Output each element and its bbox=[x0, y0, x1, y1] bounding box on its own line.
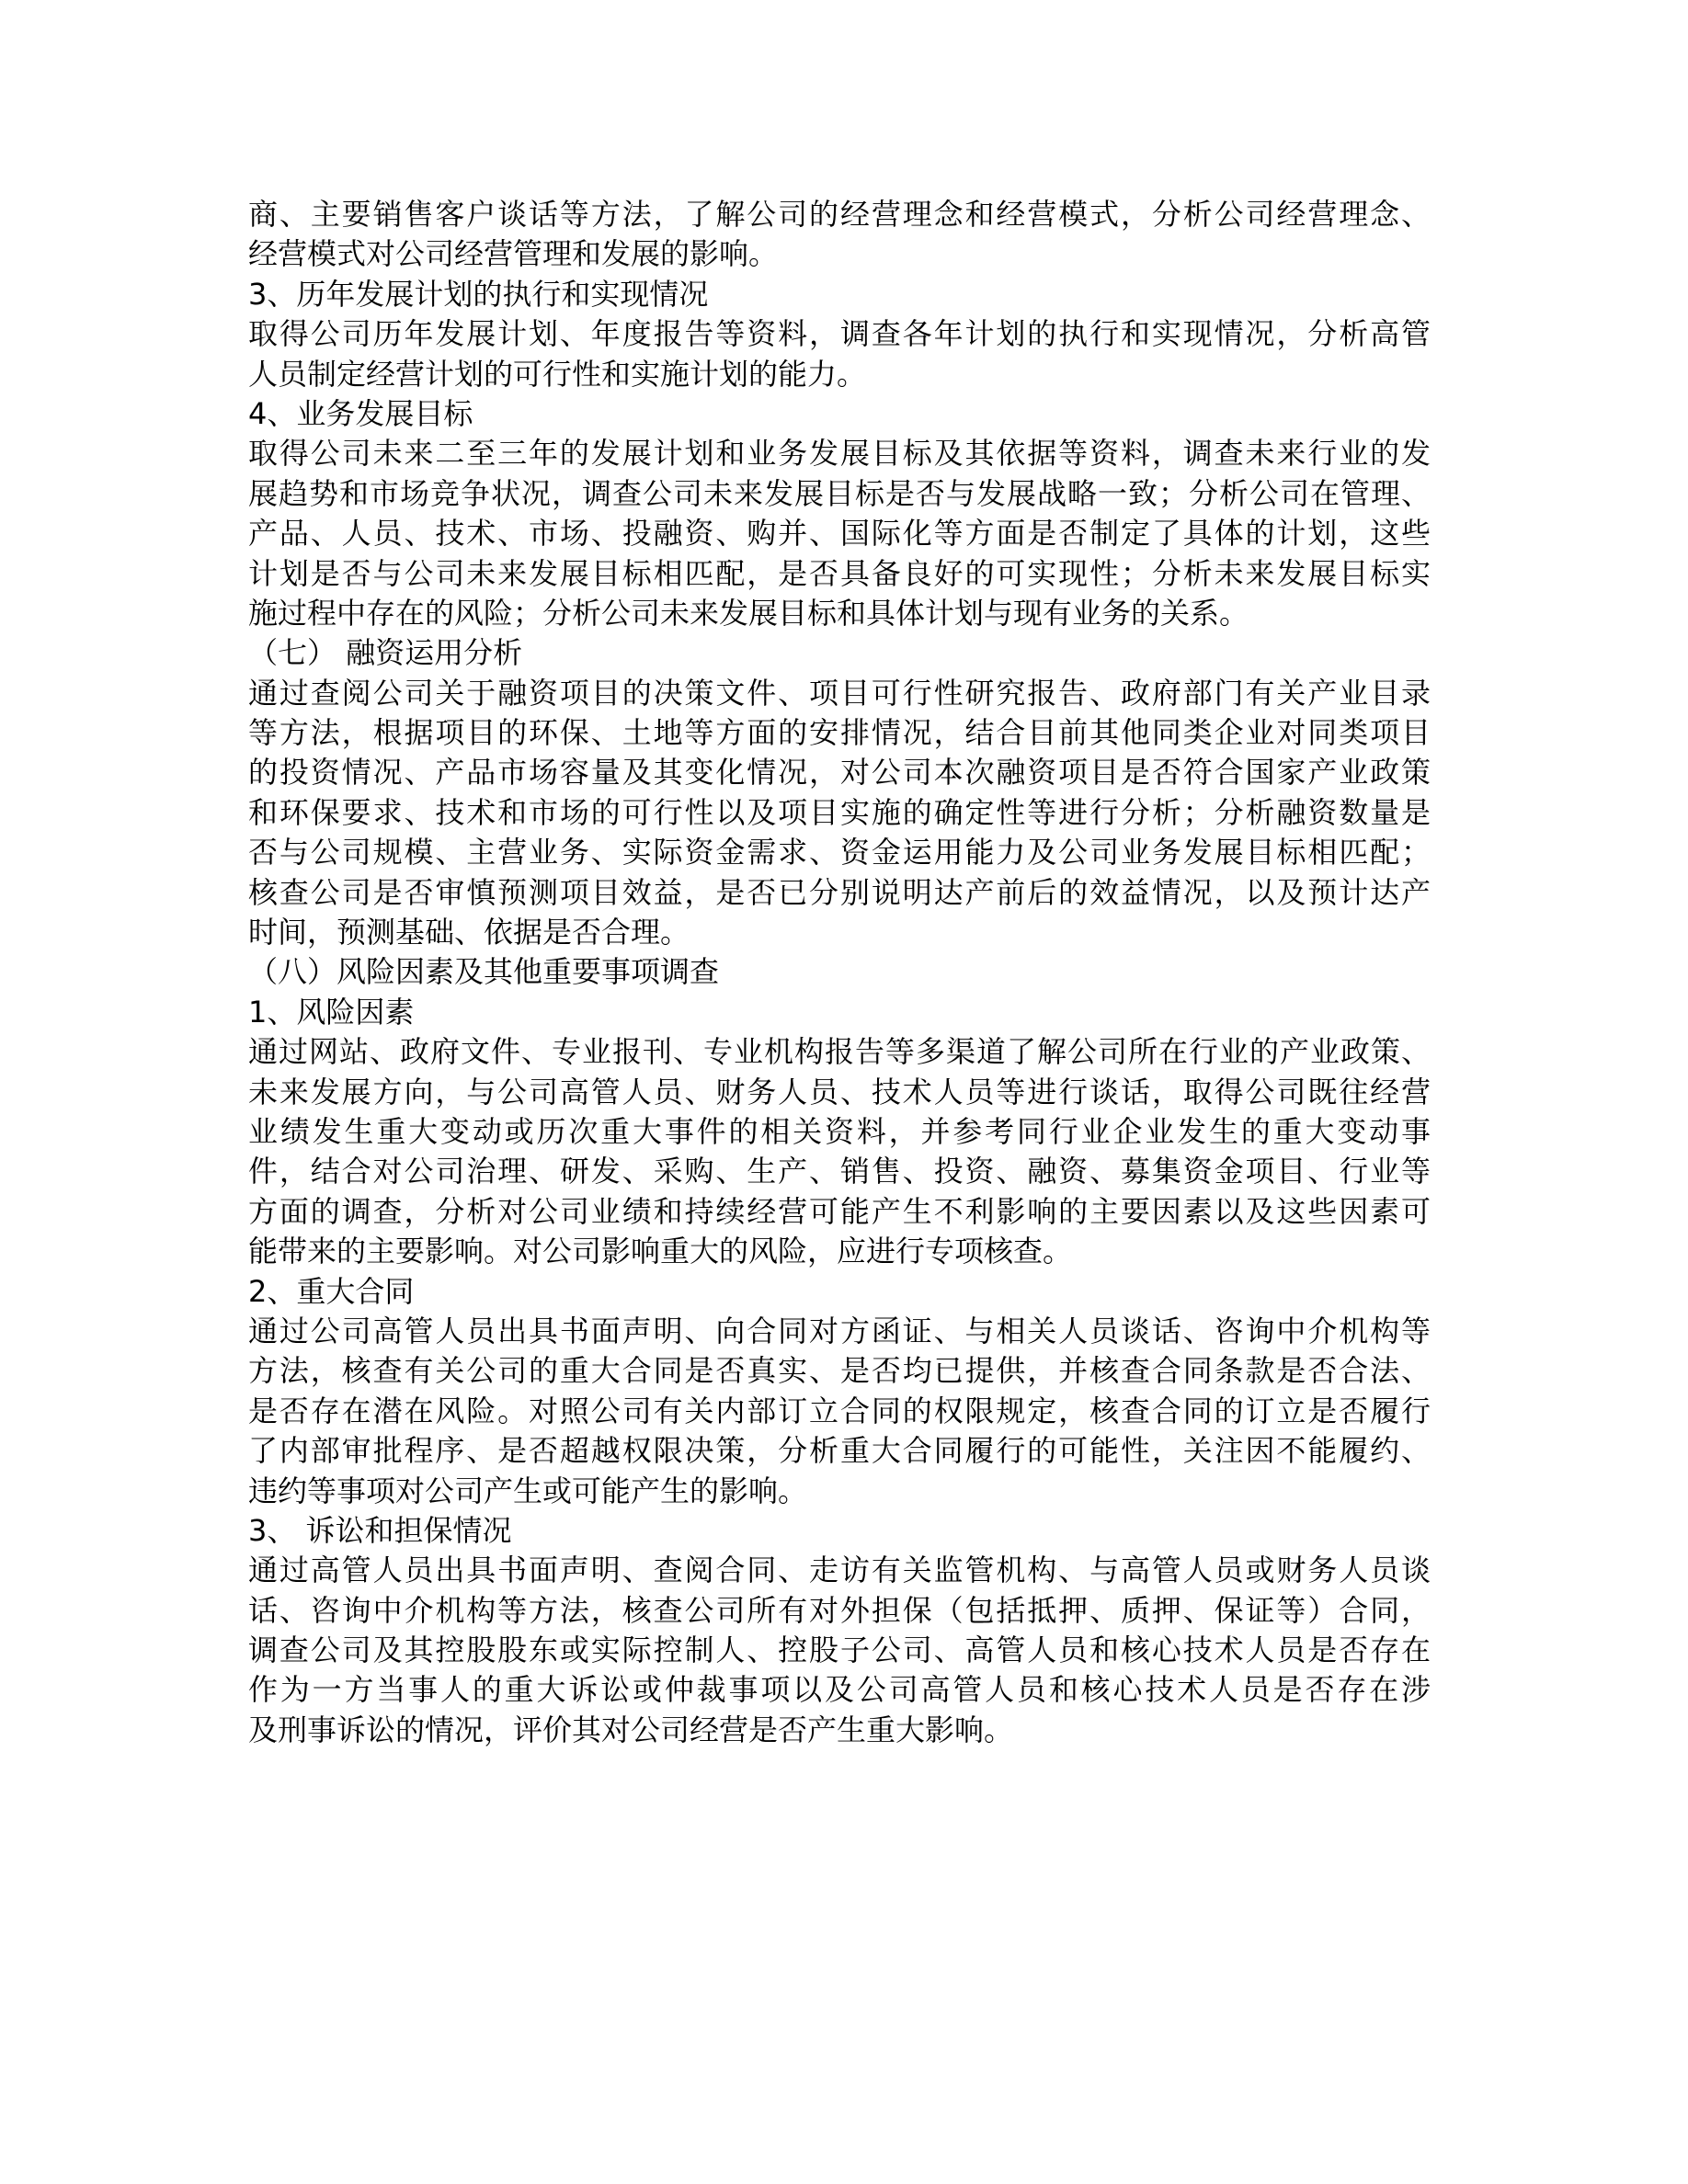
text-line: 作为一方当事人的重大诉讼或仲裁事项以及公司高管人员和核心技术人员是否存在涉 bbox=[248, 1672, 1431, 1708]
text-line: 业绩发生重大变动或历次重大事件的相关资料，并参考同行业企业发生的重大变动事 bbox=[248, 1113, 1431, 1149]
text-line: 核查公司是否审慎预测项目效益，是否已分别说明达产前后的效益情况，以及预计达产 bbox=[248, 874, 1431, 910]
text-line: 通过查阅公司关于融资项目的决策文件、项目可行性研究报告、政府部门有关产业目录 bbox=[248, 675, 1431, 711]
text-line: 调查公司及其控股股东或实际控制人、控股子公司、高管人员和核心技术人员是否存在 bbox=[248, 1632, 1431, 1668]
text-line: 产品、人员、技术、市场、投融资、购并、国际化等方面是否制定了具体的计划，这些 bbox=[248, 516, 1431, 552]
text-line: 1、风险因素 bbox=[248, 994, 415, 1029]
document-page bbox=[248, 195, 1431, 1750]
text-line: 经营模式对公司经营管理和发展的影响。 bbox=[248, 236, 779, 272]
text-line: 3、历年发展计划的执行和实现情况 bbox=[248, 276, 709, 312]
text-line: 展趋势和市场竞争状况，调查公司未来发展目标是否与发展战略一致；分析公司在管理、 bbox=[248, 475, 1431, 511]
text-line: 等方法，根据项目的环保、土地等方面的安排情况，结合目前其他同类企业对同类项目 bbox=[248, 715, 1431, 751]
text-line: 取得公司历年发展计划、年度报告等资料，调查各年计划的执行和实现情况，分析高管 bbox=[248, 316, 1431, 352]
text-line: 违约等事项对公司产生或可能产生的影响。 bbox=[248, 1473, 808, 1508]
text-line: 时间，预测基础、依据是否合理。 bbox=[248, 915, 690, 950]
text-line: 否与公司规模、主营业务、实际资金需求、资金运用能力及公司业务发展目标相匹配； bbox=[248, 835, 1431, 870]
text-line: 计划是否与公司未来发展目标相匹配，是否具备良好的可实现性；分析未来发展目标实 bbox=[248, 555, 1431, 591]
text-line: 通过网站、政府文件、专业报刊、专业机构报告等多渠道了解公司所在行业的产业政策、 bbox=[248, 1034, 1431, 1070]
text-line: 人员制定经营计划的可行性和实施计划的能力。 bbox=[248, 356, 867, 392]
text-line: 2、重大合同 bbox=[248, 1273, 415, 1309]
text-line: （七） 融资运用分析 bbox=[248, 635, 523, 671]
text-line: 施过程中存在的风险；分析公司未来发展目标和具体计划与现有业务的关系。 bbox=[248, 595, 1249, 631]
text-line: （八）风险因素及其他重要事项调查 bbox=[248, 954, 720, 990]
text-line: 及刑事诉讼的情况，评价其对公司经营是否产生重大影响。 bbox=[248, 1712, 1014, 1747]
text-line: 4、业务发展目标 bbox=[248, 395, 473, 431]
text-line: 未来发展方向，与公司高管人员、财务人员、技术人员等进行谈话，取得公司既往经营 bbox=[248, 1074, 1431, 1109]
text-line: 商、主要销售客户谈话等方法，了解公司的经营理念和经营模式，分析公司经营理念、 bbox=[248, 197, 1431, 232]
text-line: 3、 诉讼和担保情况 bbox=[248, 1512, 512, 1548]
text-line: 能带来的主要影响。对公司影响重大的风险，应进行专项核查。 bbox=[248, 1234, 1073, 1269]
text-line: 话、咨询中介机构等方法，核查公司所有对外担保（包括抵押、质押、保证等）合同， bbox=[248, 1592, 1431, 1628]
text-line: 方面的调查，分析对公司业绩和持续经营可能产生不利影响的主要因素以及这些因素可 bbox=[248, 1193, 1431, 1229]
text-line: 和环保要求、技术和市场的可行性以及项目实施的确定性等进行分析；分析融资数量是 bbox=[248, 794, 1431, 830]
text-line: 了内部审批程序、是否超越权限决策，分析重大合同履行的可能性，关注因不能履约、 bbox=[248, 1433, 1431, 1469]
text-line: 通过高管人员出具书面声明、查阅合同、走访有关监管机构、与高管人员或财务人员谈 bbox=[248, 1553, 1431, 1588]
text-line: 通过公司高管人员出具书面声明、向合同对方函证、与相关人员谈话、咨询中介机构等 bbox=[248, 1313, 1431, 1348]
text-line: 取得公司未来二至三年的发展计划和业务发展目标及其依据等资料，调查未来行业的发 bbox=[248, 436, 1431, 472]
text-line: 方法，核查有关公司的重大合同是否真实、是否均已提供，并核查合同条款是否合法、 bbox=[248, 1353, 1431, 1389]
text-line: 是否存在潜在风险。对照公司有关内部订立合同的权限规定，核查合同的订立是否履行 bbox=[248, 1393, 1431, 1428]
text-line: 的投资情况、产品市场容量及其变化情况，对公司本次融资项目是否符合国家产业政策 bbox=[248, 755, 1431, 791]
text-line: 件，结合对公司治理、研发、采购、生产、销售、投资、融资、募集资金项目、行业等 bbox=[248, 1154, 1431, 1189]
